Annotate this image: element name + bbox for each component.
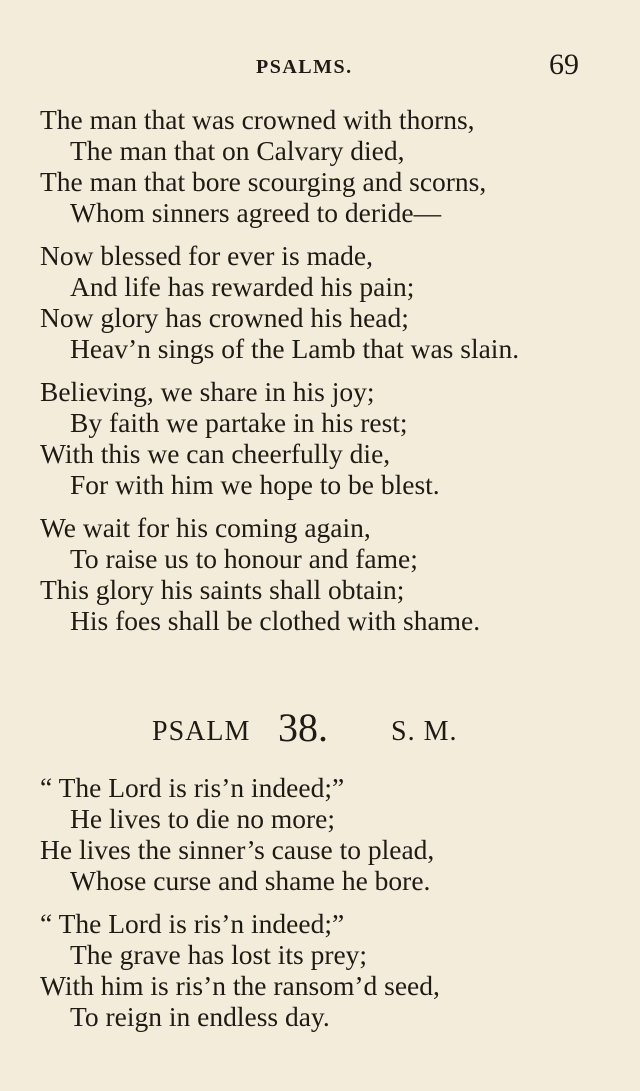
verse-line: He lives the sinner’s cause to plead, [40,834,435,865]
verse-line: We wait for his coming again, [40,512,371,543]
verse-line: With this we can cheerfully die, [40,438,391,469]
verse-line: To raise us to honour and fame; [70,543,418,574]
stanza-1 [40,104,610,228]
psalm-heading [0,702,640,762]
verse-line: “ The Lord is ris’n indeed;” [40,772,345,803]
verse-line: By faith we partake in his rest; [70,407,408,438]
verse-line: And life has rewarded his pain; [70,271,415,302]
running-title: PSALMS. [256,56,353,78]
verse-line: Whose curse and shame he bore. [70,865,431,896]
psalm-stanza-2 [40,908,610,1032]
verse-line: Believing, we share in his joy; [40,376,375,407]
hymn-continued [40,104,610,648]
verse-line: Now blessed for ever is made, [40,240,373,271]
verse-line: To reign in endless day. [70,1001,330,1032]
psalm-38-text [40,772,610,1044]
verse-line: Now glory has crowned his head; [40,302,409,333]
verse-line: The grave has lost its prey; [70,939,368,970]
verse-line: “ The Lord is ris’n indeed;” [40,908,345,939]
psalm-label: PSALM [152,716,251,747]
verse-line: Whom sinners agreed to deride— [70,197,442,228]
stanza-2 [40,240,610,364]
verse-line: The man that was crowned with thorns, [40,104,475,135]
verse-line: With him is ris’n the ransom’d seed, [40,970,440,1001]
stanza-3 [40,376,610,500]
verse-line: His foes shall be clothed with shame. [70,605,481,636]
psalm-meter: S. M. [391,716,458,747]
verse-line: The man that on Calvary died, [70,135,405,166]
verse-line: The man that bore scourging and scorns, [40,166,487,197]
psalm-number: 38. [278,705,328,750]
running-head [0,50,640,86]
page-number: 69 [549,48,579,81]
verse-line: This glory his saints shall obtain; [40,574,405,605]
psalm-stanza-1 [40,772,610,896]
stanza-4 [40,512,610,636]
verse-line: For with him we hope to be blest. [70,469,440,500]
verse-line: Heav’n sings of the Lamb that was slain. [70,333,520,364]
verse-line: He lives to die no more; [70,803,336,834]
